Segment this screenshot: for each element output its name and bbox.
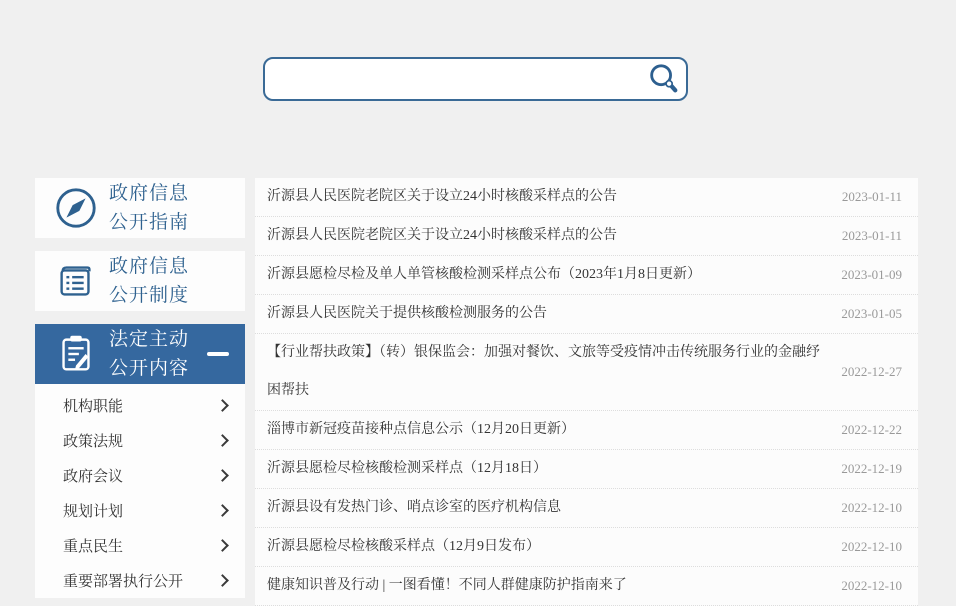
submenu-label: 政策法规 (63, 434, 124, 450)
chevron-right-icon (216, 539, 229, 552)
article-title[interactable]: 沂源县人民医院老院区关于设立24小时核酸采样点的公告 (267, 189, 617, 204)
submenu-item-org-functions[interactable] (35, 388, 245, 423)
article-date: 2023-01-09 (841, 267, 902, 282)
submenu-label: 重点民生 (63, 539, 124, 555)
article-row[interactable] (255, 217, 918, 256)
article-title[interactable]: 沂源县愿检尽检及单人单管核酸检测采样点公布（2023年1月8日更新） (267, 267, 701, 282)
article-row[interactable] (255, 411, 918, 450)
article-date: 2023-01-11 (841, 189, 902, 204)
submenu-label: 重要部署执行公开 (63, 574, 184, 590)
article-date: 2022-12-10 (841, 539, 902, 554)
sidebar-item-disclosure-guide[interactable] (35, 178, 245, 238)
article-row[interactable] (255, 528, 918, 567)
submenu-label: 规划计划 (63, 504, 124, 520)
article-title[interactable]: 【行业帮扶政策】（转）银保监会：加强对餐饮、文旅等受疫情冲击传统服务行业的金融纾困帮扶 (267, 345, 820, 398)
article-title[interactable]: 沂源县设有发热门诊、哨点诊室的医疗机构信息 (267, 500, 561, 515)
sidebar-item-statutory-disclosure[interactable] (35, 324, 245, 384)
article-date: 2022-12-22 (841, 422, 902, 437)
sidebar-item-label: 政府信息 公开制度 (109, 256, 190, 306)
article-date: 2022-12-27 (841, 364, 902, 379)
article-list (255, 178, 918, 606)
article-title[interactable]: 沂源县人民医院关于提供核酸检测服务的公告 (267, 306, 547, 321)
sidebar (35, 178, 245, 598)
sidebar-item-label: 法定主动 公开内容 (109, 329, 190, 379)
article-row[interactable] (255, 489, 918, 528)
chevron-right-icon (216, 434, 229, 447)
article-row[interactable] (255, 567, 918, 606)
article-title[interactable]: 沂源县人民医院老院区关于设立24小时核酸采样点的公告 (267, 228, 617, 243)
search-input[interactable] (265, 59, 640, 99)
submenu-item-planning[interactable] (35, 493, 245, 528)
article-title[interactable]: 淄博市新冠疫苗接种点信息公示（12月20日更新） (267, 422, 575, 437)
article-date: 2022-12-19 (841, 461, 902, 476)
search-button[interactable] (640, 59, 686, 99)
article-date: 2023-01-05 (841, 306, 902, 321)
minus-icon[interactable] (207, 352, 229, 356)
chevron-right-icon (216, 399, 229, 412)
submenu-item-policies[interactable] (35, 423, 245, 458)
clipboard-pen-icon (53, 331, 99, 377)
chevron-right-icon (216, 574, 229, 587)
article-title[interactable]: 沂源县愿检尽检核酸采样点（12月9日发布） (267, 539, 540, 554)
submenu-item-gov-meetings[interactable] (35, 458, 245, 493)
chevron-right-icon (216, 469, 229, 482)
article-row[interactable] (255, 295, 918, 334)
submenu-label: 政府会议 (63, 469, 124, 485)
ledger-icon (53, 258, 99, 304)
article-row[interactable] (255, 256, 918, 295)
article-date: 2022-12-10 (841, 578, 902, 593)
article-date: 2022-12-10 (841, 500, 902, 515)
article-date: 2023-01-11 (841, 228, 902, 243)
chevron-right-icon (216, 504, 229, 517)
submenu-item-key-livelihood[interactable] (35, 528, 245, 563)
article-row[interactable] (255, 450, 918, 489)
compass-icon (53, 185, 99, 231)
sidebar-submenu (35, 384, 245, 598)
article-row[interactable] (255, 334, 918, 411)
submenu-item-key-deployment[interactable] (35, 563, 245, 598)
article-title[interactable]: 沂源县愿检尽检核酸检测采样点（12月18日） (267, 461, 547, 476)
article-title[interactable]: 健康知识普及行动 | 一图看懂！不同人群健康防护指南来了 (267, 578, 627, 593)
search-bar (263, 57, 688, 101)
sidebar-item-label: 政府信息 公开指南 (109, 183, 190, 233)
sidebar-item-disclosure-system[interactable] (35, 251, 245, 311)
submenu-label: 机构职能 (63, 399, 124, 415)
magnifier-icon (646, 62, 680, 96)
article-row[interactable] (255, 178, 918, 217)
